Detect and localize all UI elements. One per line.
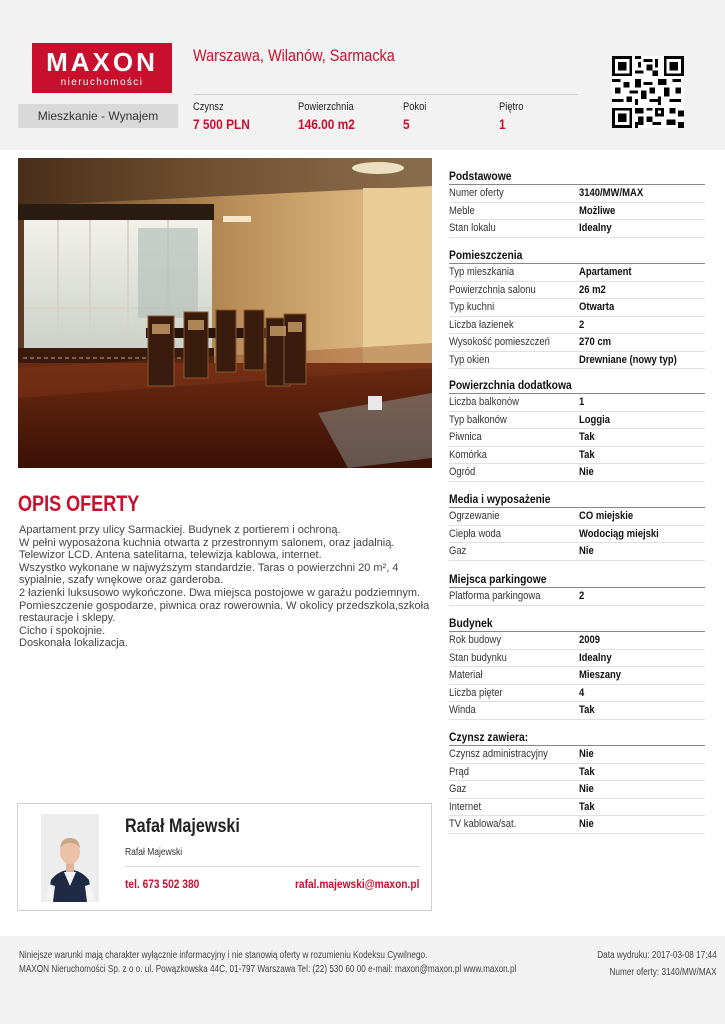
stat-value: 146.00 m2	[298, 116, 355, 132]
spec-key: Ciepła woda	[449, 527, 502, 540]
spec-key: Czynsz administracyjny	[449, 748, 548, 760]
description-text	[19, 524, 434, 650]
spec-value: Apartament	[579, 266, 632, 278]
spec-row	[449, 264, 705, 282]
header-divider	[193, 94, 578, 95]
agent-name: Rafał Majewski	[125, 816, 240, 837]
description-line: W pełni wyposażona kuchnia otwarta z przestronnym salonem, oraz jadalnią.	[19, 536, 395, 549]
stat-label: Czynsz	[193, 101, 224, 113]
spec-section-title	[449, 377, 705, 394]
spec-section-media	[449, 491, 705, 561]
spec-key: Liczba balkonów	[449, 396, 519, 408]
spec-value: Nie	[579, 545, 594, 557]
spec-section-title	[449, 571, 705, 588]
spec-row	[449, 667, 705, 685]
spec-value: Otwarta	[579, 301, 615, 313]
spec-row	[449, 412, 705, 430]
footer-offer-number: Numer oferty: 3140/MW/MAX	[609, 967, 717, 978]
spec-section-extra-area	[449, 377, 705, 482]
spec-title-text: Budynek	[449, 616, 493, 630]
agent-subtitle: Rafał Majewski	[125, 847, 183, 858]
description-title: OPIS OFERTY	[18, 491, 140, 516]
spec-row	[449, 588, 705, 606]
spec-row	[449, 816, 705, 834]
spec-key: Ogrzewanie	[449, 510, 500, 522]
stat-label: Piętro	[499, 101, 524, 113]
logo-wordmark: MAXON	[46, 47, 158, 77]
spec-section-title	[449, 615, 705, 632]
description-line: Cicho i spokojnie.	[19, 624, 106, 637]
spec-key: Piwnica	[449, 431, 482, 443]
spec-value: CO miejskie	[579, 510, 634, 522]
spec-value: 2	[579, 318, 585, 331]
spec-key: Typ okien	[449, 353, 490, 366]
spec-row	[449, 447, 705, 465]
spec-key: Meble	[449, 204, 475, 217]
spec-value: Loggia	[579, 413, 611, 426]
description-line: 2 łazienki luksusowo wykończone. Dwa miejsca postojowe w garażu podziemnym.	[19, 586, 421, 599]
spec-value: Nie	[579, 466, 594, 478]
spec-value: Tak	[579, 704, 595, 716]
spec-value: Drewniane (nowy typ)	[579, 353, 677, 366]
spec-section-title	[449, 729, 705, 746]
spec-title-text: Miejsca parkingowe	[449, 572, 547, 586]
spec-title-text: Pomieszczenia	[449, 248, 523, 262]
spec-row	[449, 526, 705, 544]
spec-value: Nie	[579, 783, 594, 795]
spec-title-text: Media i wyposażenie	[449, 492, 551, 506]
spec-key: Typ mieszkania	[449, 266, 515, 278]
spec-row	[449, 464, 705, 482]
stat-value: 7 500 PLN	[193, 116, 250, 132]
spec-section-rent-includes	[449, 729, 705, 834]
spec-row	[449, 508, 705, 526]
qr-code-icon[interactable]	[612, 56, 684, 128]
spec-row	[449, 632, 705, 650]
spec-value: Nie	[579, 818, 594, 830]
stat-value: 1	[499, 116, 506, 132]
spec-key: Ogród	[449, 466, 476, 478]
maxon-logo[interactable]	[32, 43, 172, 93]
stat-label: Powierzchnia	[298, 101, 354, 113]
stat-rooms	[403, 101, 431, 132]
description-line: Wszystko wykonane w najwyższym standardzie. Taras o powierzchni 20 m², 4 sypialnie, szafy wnękowe oraz garderoba.	[19, 561, 399, 587]
spec-value: 270 cm	[579, 336, 612, 348]
spec-value: Tak	[579, 800, 595, 813]
description-line: Doskonała lokalizacja.	[19, 637, 128, 650]
spec-title-text: Podstawowe	[449, 169, 512, 183]
spec-key: Komórka	[449, 448, 487, 461]
stat-label: Pokoi	[403, 101, 427, 113]
spec-key: Platforma parkingowa	[449, 590, 541, 602]
spec-value: Idealny	[579, 651, 612, 664]
spec-row	[449, 352, 705, 370]
spec-row	[449, 650, 705, 668]
description-line: Telewizor LCD. Antena satelitarna, telewizja kablowa, internet.	[19, 549, 322, 562]
spec-row	[449, 394, 705, 412]
description-line: Pomieszczenie gospodarze, piwnica oraz rowerownia. W okolicy przedszkola,szkoła restauracje i sklepy.	[19, 599, 430, 625]
spec-section-title	[449, 168, 705, 185]
spec-value: Idealny	[579, 222, 612, 234]
spec-value: Tak	[579, 448, 595, 461]
description-line: Apartament przy ulicy Sarmackiej. Budynek z portierem i ochroną.	[19, 524, 341, 536]
spec-row	[449, 220, 705, 238]
spec-value: Nie	[579, 748, 594, 760]
spec-value: 1	[579, 396, 585, 408]
spec-value: Tak	[579, 431, 595, 443]
stat-area	[298, 101, 365, 132]
spec-key: Rok budowy	[449, 634, 502, 646]
footer-company-info: MAXON Nieruchomości Sp. z o o. ul. Powązkowska 44C, 01-797 Warszawa Tel: (22) 530 60 00 e-mail: maxon@maxon.pl www.maxon.pl	[19, 964, 517, 975]
offer-location: Warszawa, Wilanów, Sarmacka	[193, 46, 395, 65]
spec-section-title	[449, 491, 705, 508]
spec-key: Numer oferty	[449, 187, 504, 199]
footer	[0, 936, 725, 1024]
spec-key: Internet	[449, 800, 482, 813]
agent-card	[17, 803, 432, 911]
spec-row	[449, 764, 705, 782]
spec-row	[449, 685, 705, 703]
spec-row	[449, 203, 705, 221]
spec-value: Mieszany	[579, 669, 622, 681]
offer-type-badge: Mieszkanie - Wynajem	[18, 104, 178, 128]
stat-floor	[499, 101, 528, 132]
spec-row	[449, 334, 705, 352]
spec-value: 3140/MW/MAX	[579, 187, 644, 199]
spec-value: Wodociąg miejski	[579, 527, 659, 540]
stat-value: 5	[403, 116, 410, 132]
spec-key: Typ kuchni	[449, 301, 495, 313]
header-band	[0, 0, 725, 150]
spec-key: Materiał	[449, 669, 483, 681]
agent-avatar	[41, 814, 99, 902]
spec-key: Stan lokalu	[449, 222, 496, 234]
agent-phone-link[interactable]: tel. 673 502 380	[125, 877, 200, 891]
spec-key: Prąd	[449, 765, 469, 778]
spec-row	[449, 185, 705, 203]
spec-key: Typ balkonów	[449, 413, 507, 426]
spec-value: Tak	[579, 765, 595, 778]
spec-value: 2009	[579, 634, 601, 646]
stat-rent	[193, 101, 260, 132]
spec-section-basic	[449, 168, 705, 238]
spec-section-rooms	[449, 247, 705, 369]
spec-key: Liczba łazienek	[449, 318, 514, 331]
spec-key: Powierzchnia salonu	[449, 283, 536, 296]
spec-key: Liczba pięter	[449, 686, 503, 699]
spec-key: Stan budynku	[449, 651, 507, 664]
spec-row	[449, 429, 705, 447]
spec-value: Możliwe	[579, 204, 616, 217]
spec-value: 4	[579, 686, 585, 699]
apartment-dining-room-photo[interactable]	[18, 158, 432, 468]
spec-section-parking	[449, 571, 705, 606]
spec-key: TV kablowa/sat.	[449, 818, 517, 830]
logo-subtitle: nieruchomości	[60, 77, 144, 88]
spec-row	[449, 317, 705, 335]
spec-key: Gaz	[449, 783, 467, 795]
spec-row	[449, 543, 705, 561]
spec-key: Winda	[449, 704, 476, 716]
spec-value: 26 m2	[579, 283, 606, 296]
spec-row	[449, 702, 705, 720]
spec-section-building	[449, 615, 705, 720]
spec-row	[449, 799, 705, 817]
spec-key: Gaz	[449, 545, 467, 557]
spec-row	[449, 282, 705, 300]
spec-row	[449, 299, 705, 317]
spec-key: Wysokość pomieszczeń	[449, 336, 550, 348]
agent-email-link[interactable]: rafal.majewski@maxon.pl	[294, 877, 419, 891]
agent-divider	[125, 866, 420, 867]
spec-row	[449, 746, 705, 764]
spec-title-text: Czynsz zawiera:	[449, 730, 529, 744]
spec-title-text: Powierzchnia dodatkowa	[449, 378, 572, 392]
footer-disclaimer: Niniejsze warunki mają charakter wyłącznie informacyjny i nie stanowią oferty w rozumieniu Kodeksu Cywilnego.	[19, 950, 428, 961]
footer-print-date: Data wydruku: 2017-03-08 17:44	[597, 950, 717, 961]
spec-row	[449, 781, 705, 799]
spec-value: 2	[579, 590, 585, 602]
spec-section-title	[449, 247, 705, 264]
